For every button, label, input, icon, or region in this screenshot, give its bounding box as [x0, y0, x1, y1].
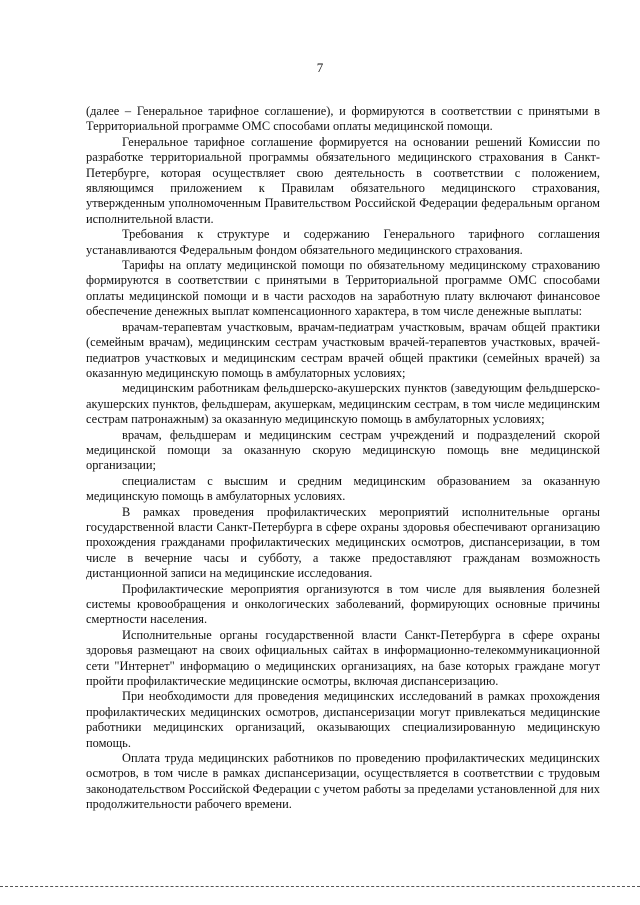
paragraph-specialists: специалистам с высшим и средним медицинским образованием за оказанную медицинскую помощь в амбулаторных условиях.: [86, 473, 600, 504]
paragraph-general-tariff-agreement: Генеральное тарифное соглашение формируется на основании решений Комиссии по разработке территориальной программы обязательного медицинского страхования в Санкт-Петербурге, которая осуществляет свою деятельность в соответствии с положением, являющимся приложением к Правилам обязательного медицинского страхования, утвержденным уполномоченным Правительством Российской Федерации федеральным органом исполнительной власти.: [86, 134, 600, 226]
page-number: 7: [316, 60, 324, 75]
document-body: [86, 104, 600, 813]
paragraph-preventive-measures: В рамках проведения профилактических мероприятий исполнительные органы государственной власти Санкт-Петербурга в сфере охраны здоровья обеспечивают организацию прохождения гражданами профилактических медицинских осмотров, диспансеризации, в том числе в вечерние часы и субботу, а также предоставляют гражданам возможность дистанционной записи на медицинские исследования.: [86, 504, 600, 581]
paragraph-involvement: При необходимости для проведения медицинских исследований в рамках прохождения профилактических медицинских осмотров, диспансеризации могут привлекаться медицинские работники медицинских организаций, оказывающих специализированную медицинскую помощь.: [86, 689, 600, 750]
paragraph-1-continuation: (далее – Генеральное тарифное соглашение), и формируются в соответствии с принятыми в Территориальной программе ОМС способами оплаты медицинской помощи.: [86, 104, 600, 134]
paragraph-tariffs: Тарифы на оплату медицинской помощи по обязательному медицинскому страхованию формируются в соответствии с принятыми в Территориальной программе ОМС способами оплаты медицинской помощи и в части расходов на заработную плату включают финансовое обеспечение денежных выплат компенсационного характера, в том числе денежные выплаты:: [86, 258, 600, 319]
paragraph-websites: Исполнительные органы государственной власти Санкт-Петербурга в сфере охраны здоровья размещают на своих официальных сайтах в информационно-телекоммуникационной сети "Интернет" информацию о медицинских организациях, на базе которых граждане могут пройти профилактические медицинские осмотры, включая диспансеризацию.: [86, 627, 600, 689]
paragraph-emergency-care: врачам, фельдшерам и медицинским сестрам учреждений и подразделений скорой медицинской помощи за оказанную скорую медицинскую помощь вне медицинской организации;: [86, 427, 600, 473]
paragraph-preventive-purpose: Профилактические мероприятия организуются в том числе для выявления болезней системы кровообращения и онкологических заболеваний, формирующих основные причины смертности населения.: [86, 581, 600, 627]
bottom-rule: [0, 886, 640, 887]
paragraph-feldsher-stations: медицинским работникам фельдшерско-акушерских пунктов (заведующим фельдшерско-акушерских пунктов, фельдшерам, акушеркам, медицинским сестрам, в том числе медицинским сестрам патронажным) за оказанную медицинскую помощь в амбулаторных условиях;: [86, 381, 600, 427]
paragraph-district-doctors: врачам-терапевтам участковым, врачам-педиатрам участковым, врачам общей практики (семейным врачам), медицинским сестрам участковым врачей-терапевтов участковых, врачей-педиатров участковых и медицинским сестрам врачей общей практики (семейных врачей) за оказанную медицинскую помощь в амбулаторных условиях;: [86, 319, 600, 380]
paragraph-remuneration: Оплата труда медицинских работников по проведению профилактических медицинских осмотров, в том числе в рамках диспансеризации, осуществляется в соответствии с трудовым законодательством Российской Федерации с учетом работы за пределами установленной для них продолжительности рабочего времени.: [86, 751, 600, 812]
paragraph-requirements: Требования к структуре и содержанию Генерального тарифного соглашения устанавливаются Федеральным фондом обязательного медицинского страхования.: [86, 227, 600, 257]
